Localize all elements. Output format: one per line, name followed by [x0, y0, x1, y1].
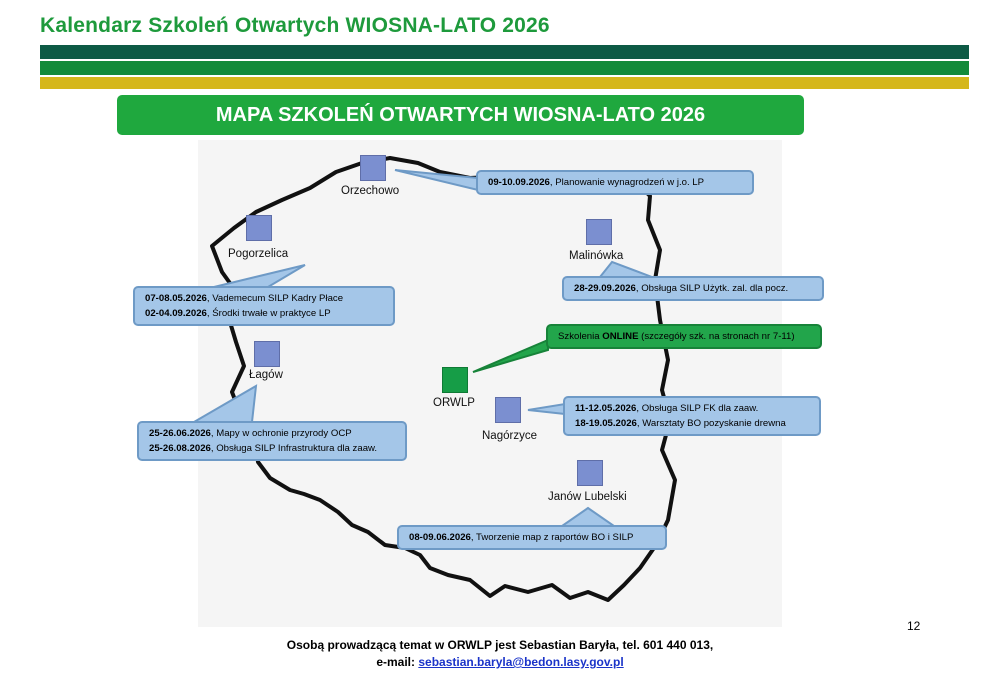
callout-tail-online: [473, 340, 548, 372]
callout-text: , Obsługa SILP Infrastruktura dla zaaw.: [210, 443, 378, 454]
callout-text: , Obsługa SILP FK dla zaaw.: [636, 403, 759, 414]
city-label-lagow: Łagów: [249, 369, 283, 381]
map-banner: MAPA SZKOLEŃ OTWARTYCH WIOSNA-LATO 2026: [117, 95, 804, 135]
pogorzelica-marker-icon: [246, 215, 272, 241]
orwlp-marker-icon: [442, 367, 468, 393]
callout-text: , Środki trwałe w praktyce LP: [206, 308, 331, 319]
callout-orzechowo: [476, 170, 754, 195]
callout-date: 09-10.09.2026: [488, 177, 550, 188]
page-title: Kalendarz Szkoleń Otwartych WIOSNA-LATO 2026: [40, 14, 550, 37]
callout-date: 18-19.05.2026: [575, 418, 637, 429]
callout-date: 07-08.05.2026: [145, 293, 207, 304]
janow-marker-icon: [577, 460, 603, 486]
callout-text: , Obsługa SILP Użytk. zal. dla pocz.: [635, 283, 789, 294]
city-label-pogorzelica: Pogorzelica: [228, 248, 289, 260]
callout-pogorzelica: [133, 286, 395, 326]
callout-text: , Vademecum SILP Kadry Płace: [206, 293, 344, 304]
callout-tail-janow: [562, 508, 614, 526]
callout-text: , Warsztaty BO pozyskanie drewna: [636, 418, 786, 429]
footer-email-line: [0, 655, 1000, 669]
callout-date: 11-12.05.2026: [575, 403, 637, 414]
footer-email-link[interactable]: sebastian.baryla@bedon.lasy.gov.pl: [418, 655, 624, 669]
callout-date: 28-29.09.2026: [574, 283, 636, 294]
callout-date: 08-09.06.2026: [409, 532, 471, 543]
orzechowo-marker-icon: [360, 155, 386, 181]
callout-malinowka: [562, 276, 824, 301]
footer-contact-line: Osobą prowadzącą temat w ORWLP jest Sebastian Baryła, tel. 601 440 013,: [286, 638, 714, 652]
online-text-before: Szkolenia: [558, 331, 603, 342]
callout-text: , Mapy w ochronie przyrody OCP: [210, 428, 352, 439]
callout-tail-malinowka: [600, 262, 652, 277]
city-label-orwlp: ORWLP: [433, 397, 475, 409]
lagow-marker-icon: [254, 341, 280, 367]
callout-date: 25-26.08.2026: [149, 443, 211, 454]
online-text-strong: ONLINE: [602, 331, 639, 342]
callout-janow: [397, 525, 667, 550]
callout-tail-lagow: [194, 386, 256, 422]
page-number: 12: [907, 619, 921, 633]
callout-online: [546, 324, 822, 349]
callout-lagow: [137, 421, 407, 461]
city-label-janow: Janów Lubelski: [548, 491, 627, 503]
callout-date: 25-26.06.2026: [149, 428, 211, 439]
callout-nagorzyce: [563, 396, 821, 436]
nagorzyce-marker-icon: [495, 397, 521, 423]
city-label-orzechowo: Orzechowo: [341, 185, 400, 197]
callout-text: , Planowanie wynagrodzeń w j.o. LP: [549, 177, 705, 188]
city-label-malinowka: Malinówka: [569, 250, 624, 262]
city-label-nagorzyce: Nagórzyce: [482, 430, 537, 442]
malinowka-marker-icon: [586, 219, 612, 245]
callout-text: , Tworzenie map z raportów BO i SILP: [470, 532, 634, 543]
callout-tail-pogorzelica: [214, 265, 305, 287]
online-text-after: (szczegóły szk. na stronach nr 7-11): [638, 331, 795, 342]
callout-tail-orzechowo: [395, 170, 478, 190]
footer-email-label: e-mail:: [376, 655, 419, 669]
callout-date: 02-04.09.2026: [145, 308, 207, 319]
callout-tail-nagorzyce: [528, 404, 565, 414]
